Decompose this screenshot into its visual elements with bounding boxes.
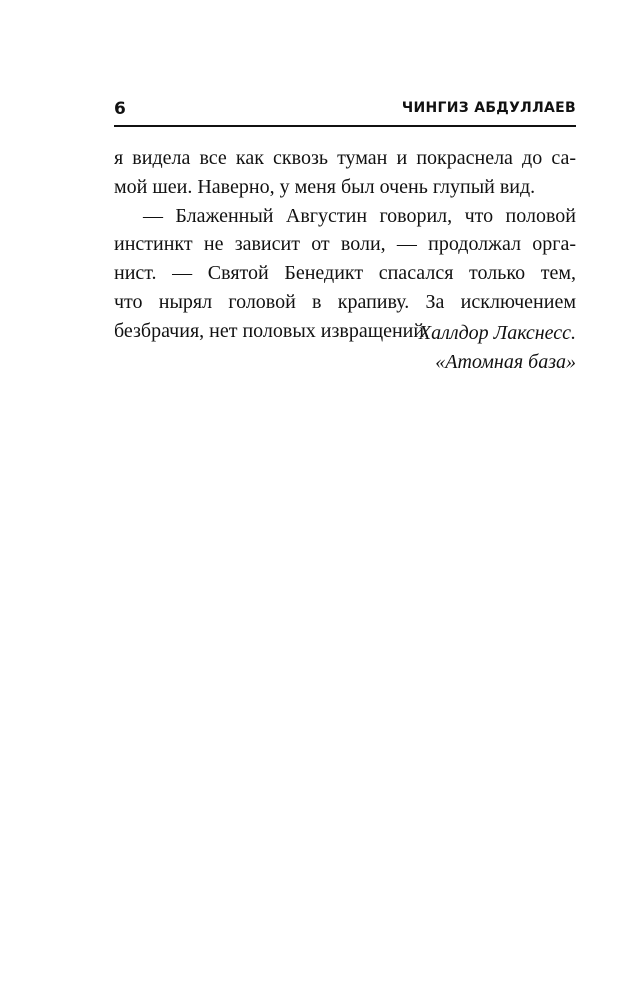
text-line: — Блаженный Августин говорил, что половой xyxy=(143,204,576,227)
text-line: я видела все как сквозь туман и покраснела до са- xyxy=(114,147,576,169)
page-number: 6 xyxy=(114,99,126,119)
attribution-author: Халлдор Лакснесс. xyxy=(418,322,576,344)
running-head: ЧИНГИЗ АБДУЛЛАЕВ xyxy=(401,100,576,116)
epigraph-text xyxy=(114,144,576,346)
text-line: нист. — Святой Бенедикт спасался только тем, xyxy=(114,262,576,285)
text-line: мой шеи. Наверно, у меня был очень глупый вид. xyxy=(114,175,536,198)
page-header xyxy=(114,99,576,121)
attribution-work: «Атомная база» xyxy=(435,350,576,373)
text-line: безбрачия, нет половых извращений. xyxy=(114,319,430,342)
text-line: инстинкт не зависит от воли, — продолжал орга- xyxy=(114,233,576,256)
header-rule xyxy=(114,125,576,127)
text-line: что нырял головой в крапиву. За исключением xyxy=(114,290,576,313)
epigraph-attribution xyxy=(114,319,576,376)
